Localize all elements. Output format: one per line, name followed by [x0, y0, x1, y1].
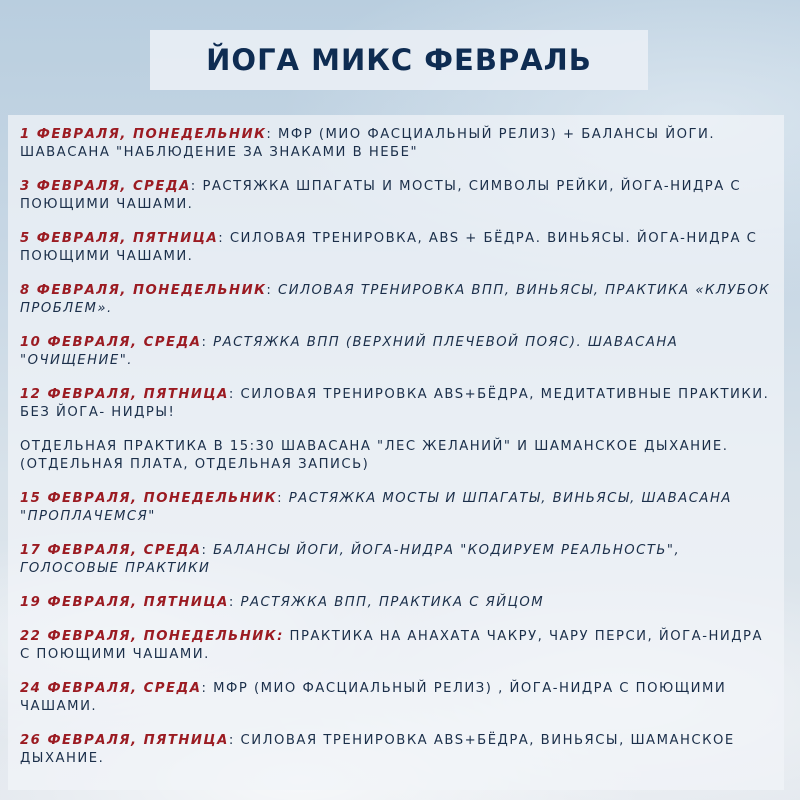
entry-separator: :: [266, 127, 273, 142]
entry-description: СИЛОВАЯ ТРЕНИРОВКА, ABS + БЁДРА. ВИНЬЯСЫ. ЙОГА-НИДРА С ПОЮЩИМИ ЧАШАМИ.: [20, 231, 758, 264]
entry-description: МФР (МИО ФАСЦИАЛЬНЫЙ РЕЛИЗ) + БАЛАНСЫ ЙОГИ. ШАВАСАНА "НАБЛЮДЕНИЕ ЗА ЗНАКАМИ В НЕБЕ": [20, 127, 716, 160]
entry-date: 22 ФЕВРАЛЯ, ПОНЕДЕЛЬНИК:: [20, 629, 284, 644]
schedule-entry: [20, 490, 774, 526]
entry-description: РАСТЯЖКА ВПП, ПРАКТИКА С ЯЙЦОМ: [234, 595, 545, 610]
entry-date: 26 ФЕВРАЛЯ, ПЯТНИЦА: [20, 733, 229, 748]
schedule-entry: [20, 334, 774, 370]
entry-date: 15 ФЕВРАЛЯ, ПОНЕДЕЛЬНИК: [20, 491, 278, 506]
schedule-list: [8, 115, 784, 768]
entry-separator: :: [218, 231, 225, 246]
entry-separator: :: [228, 733, 235, 748]
entry-date: 8 ФЕВРАЛЯ, ПОНЕДЕЛЬНИК: [20, 283, 267, 298]
entry-description: БАЛАНСЫ ЙОГИ, ЙОГА-НИДРА "КОДИРУЕМ РЕАЛЬНОСТЬ", ГОЛОСОВЫЕ ПРАКТИКИ: [20, 543, 681, 576]
entry-date: 3 ФЕВРАЛЯ, СРЕДА: [20, 179, 191, 194]
schedule-entry: [20, 680, 774, 716]
title-banner: [150, 30, 648, 90]
entry-description: СИЛОВАЯ ТРЕНИРОВКА ABS+БЁДРА, МЕДИТАТИВНЫЕ ПРАКТИКИ. БЕЗ ЙОГА- НИДРЫ!: [20, 387, 770, 420]
page-title: ЙОГА МИКС ФЕВРАЛЬ: [206, 43, 592, 77]
schedule-entry: [20, 732, 774, 768]
entry-description: МФР (МИО ФАСЦИАЛЬНЫЙ РЕЛИЗ) , ЙОГА-НИДРА С ПОЮЩИМИ ЧАШАМИ.: [20, 681, 727, 714]
entry-description: РАСТЯЖКА ШПАГАТЫ И МОСТЫ, СИМВОЛЫ РЕЙКИ, ЙОГА-НИДРА С ПОЮЩИМИ ЧАШАМИ.: [20, 179, 742, 212]
entry-separator: :: [201, 335, 208, 350]
entry-date: 17 ФЕВРАЛЯ, СРЕДА: [20, 543, 202, 558]
entry-separator: :: [201, 681, 208, 696]
entry-description: РАСТЯЖКА МОСТЫ И ШПАГАТЫ, ВИНЬЯСЫ, ШАВАСАНА "ПРОПЛАЧЕМСЯ": [20, 491, 732, 524]
schedule-entry: [20, 594, 774, 612]
entry-separator: :: [201, 543, 208, 558]
schedule-entry: [20, 230, 774, 266]
schedule-entry: [20, 438, 774, 474]
schedule-entry: [20, 628, 774, 664]
schedule-entry: [20, 178, 774, 214]
entry-separator: :: [190, 179, 197, 194]
schedule-panel: [8, 115, 784, 790]
schedule-entry: [20, 542, 774, 578]
entry-description: СИЛОВАЯ ТРЕНИРОВКА ABS+БЁДРА, ВИНЬЯСЫ, ШАМАНСКОЕ ДЫХАНИЕ.: [20, 733, 735, 766]
entry-date: 19 ФЕВРАЛЯ, ПЯТНИЦА: [20, 595, 229, 610]
entry-description: СИЛОВАЯ ТРЕНИРОВКА ВПП, ВИНЬЯСЫ, ПРАКТИКА «КЛУБОК ПРОБЛЕМ».: [20, 283, 771, 316]
entry-date: 24 ФЕВРАЛЯ, СРЕДА: [20, 681, 202, 696]
entry-date: 1 ФЕВРАЛЯ, ПОНЕДЕЛЬНИК: [20, 127, 267, 142]
entry-description: ОТДЕЛЬНАЯ ПРАКТИКА В 15:30 ШАВАСАНА "ЛЕС ЖЕЛАНИЙ" И ШАМАНСКОЕ ДЫХАНИЕ. (ОТДЕЛЬНАЯ ПЛАТА, ОТДЕЛЬНАЯ ЗАПИСЬ): [20, 439, 729, 472]
entry-date: 12 ФЕВРАЛЯ, ПЯТНИЦА: [20, 387, 229, 402]
entry-description: РАСТЯЖКА ВПП (ВЕРХНИЙ ПЛЕЧЕВОЙ ПОЯС). ШАВАСАНА "ОЧИЩЕНИЕ".: [20, 335, 679, 368]
schedule-entry: [20, 386, 774, 422]
entry-separator: :: [228, 595, 235, 610]
entry-date: 10 ФЕВРАЛЯ, СРЕДА: [20, 335, 202, 350]
entry-separator: :: [228, 387, 235, 402]
entry-date: 5 ФЕВРАЛЯ, ПЯТНИЦА: [20, 231, 219, 246]
schedule-entry: [20, 282, 774, 318]
entry-separator: :: [277, 491, 284, 506]
entry-separator: :: [266, 283, 273, 298]
schedule-entry: [20, 126, 774, 162]
entry-description: ПРАКТИКА НА АНАХАТА ЧАКРУ, ЧАРУ ПЕРСИ, ЙОГА-НИДРА С ПОЮЩИМИ ЧАШАМИ.: [20, 629, 764, 662]
